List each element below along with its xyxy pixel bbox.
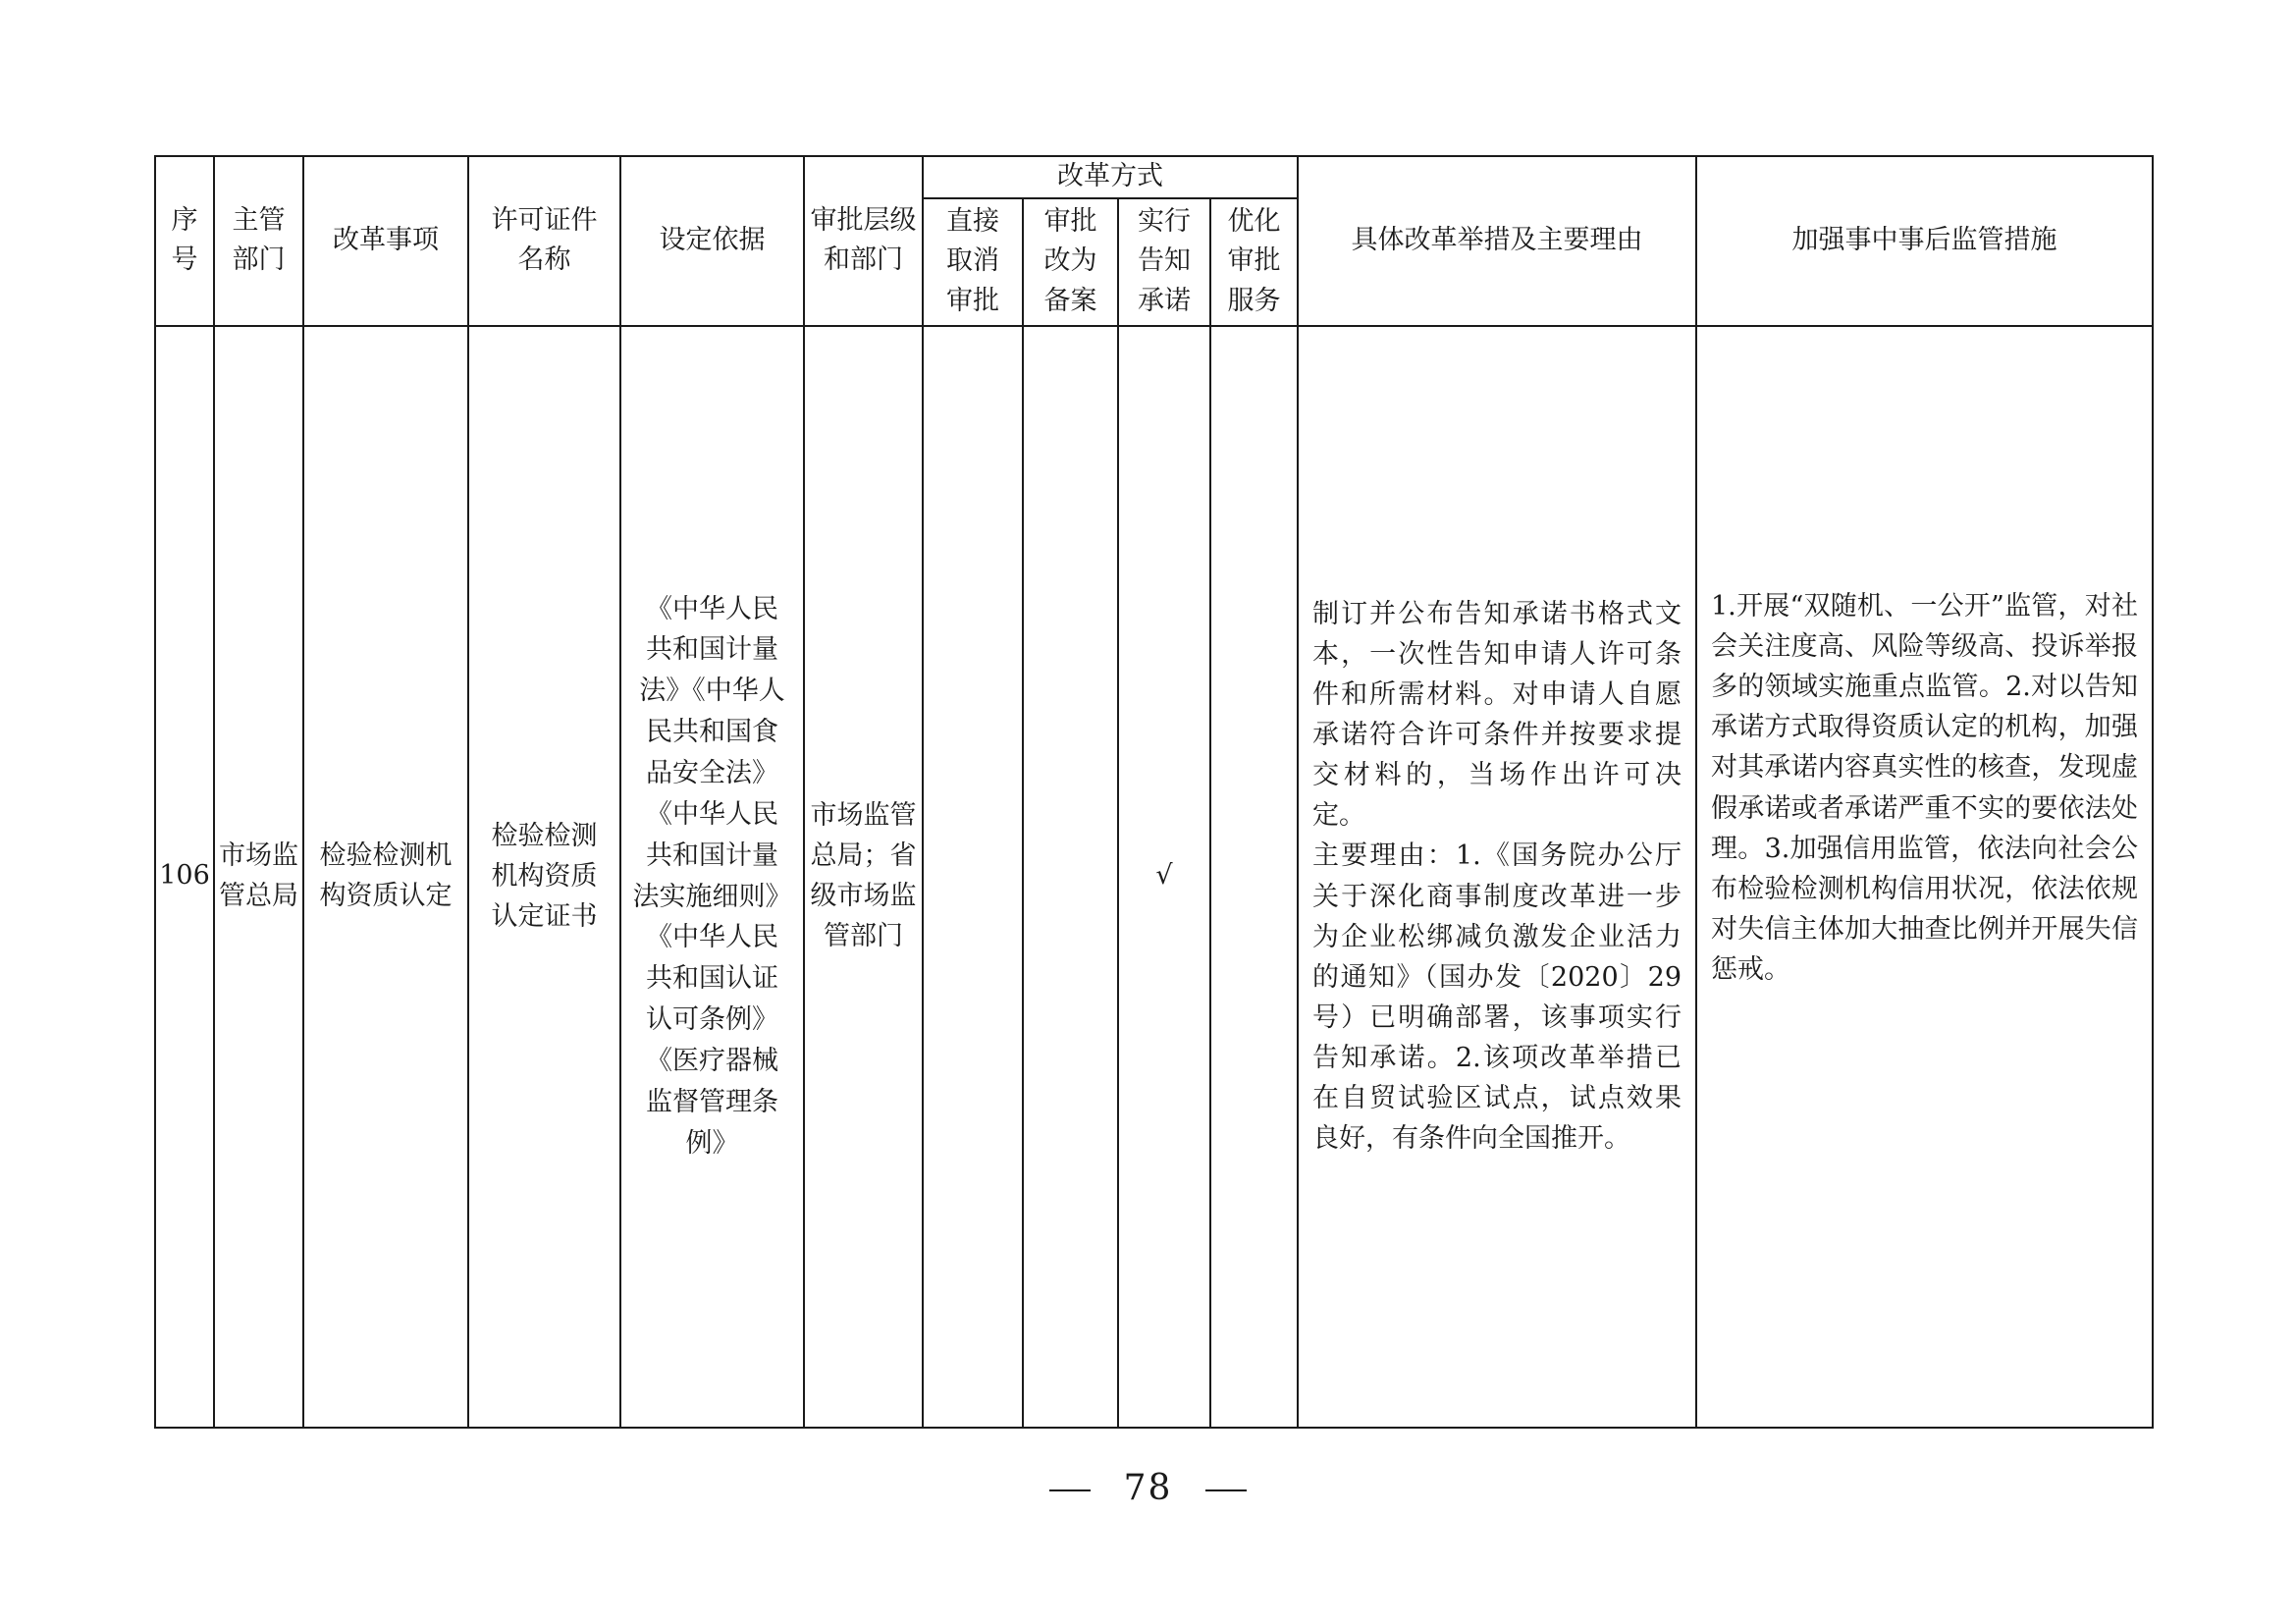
check-mark: √ [1155, 860, 1173, 892]
basis-line: 认可条例》 [646, 1004, 778, 1036]
header-method-filing: 审批改为备案 [1023, 198, 1118, 326]
basis-line: 《中华人民 [646, 593, 778, 624]
cell-method-notice [1118, 326, 1210, 1428]
reason-text: 主要理由：1.《国务院办公厅关于深化商事制度改革进一步为企业松绑减负激发企业活力的通知》（国办发〔2020〕29号）已明确部署，该事项实行告知承诺。2.该项改革举措已在自贸试验区试点，试点效果良好，有条件向全国推开。 [1312, 840, 1682, 1154]
header-measures: 具体改革举措及主要理由 [1298, 156, 1696, 326]
cell-license: 检验检测机构资质认定证书 [468, 326, 620, 1428]
cell-method-cancel [923, 326, 1023, 1428]
header-method-cancel: 直接取消审批 [923, 198, 1023, 326]
basis-line: 品安全法》 [646, 757, 778, 788]
header-level: 审批层级和部门 [804, 156, 923, 326]
supervision-text: 1.开展“双随机、一公开”监管，对社会关注度高、风险等级高、投诉举报多的领域实施重点监管。2.对以告知承诺方式取得资质认定的机构，加强对其承诺内容真实性的核查，发现虚假承诺或者承诺严重不实的要依法处理。3.加强信用监管，依法向社会公布检验检测机构信用状况，依法依规对失信主体加大抽查比例并开展失信惩戒。 [1711, 591, 2138, 985]
header-supervision: 加强事中事后监管措施 [1696, 156, 2153, 326]
cell-level: 市场监管总局；省级市场监管部门 [804, 326, 923, 1428]
dash-right [1205, 1489, 1247, 1491]
basis-line: 《中华人民 [646, 798, 778, 830]
page-number: 78 [0, 1468, 2296, 1508]
cell-basis [620, 326, 804, 1428]
cell-supervision [1696, 326, 2153, 1428]
dash-left [1049, 1489, 1091, 1491]
header-method-optimize: 优化审批服务 [1210, 198, 1298, 326]
header-license: 许可证件名称 [468, 156, 620, 326]
basis-line: 《中华人民 [646, 922, 778, 953]
basis-line: 法》《中华人 [639, 676, 785, 707]
measures-text: 制订并公布告知承诺书格式文本，一次性告知申请人许可条件和所需材料。对申请人自愿承诺符合许可条件并按要求提交材料的，当场作出许可决定。 [1312, 599, 1682, 832]
basis-line: 共和国计量 [646, 634, 778, 666]
basis-line: 共和国认证 [646, 963, 778, 995]
cell-seq: 106 [155, 326, 214, 1428]
basis-line: 例》 [685, 1127, 739, 1159]
header-item: 改革事项 [303, 156, 468, 326]
basis-line: 《医疗器械 [646, 1045, 778, 1076]
header-basis: 设定依据 [620, 156, 804, 326]
cell-measures [1298, 326, 1696, 1428]
header-seq: 序号 [155, 156, 214, 326]
cell-item: 检验检测机构资质认定 [303, 326, 468, 1428]
basis-line: 监督管理条 [646, 1086, 778, 1117]
header-method-notice: 实行告知承诺 [1118, 198, 1210, 326]
table-row [155, 326, 2153, 1428]
basis-line: 法实施细则》 [632, 881, 792, 912]
basis-list [621, 589, 803, 1164]
cell-method-optimize [1210, 326, 1298, 1428]
header-method-group: 改革方式 [923, 156, 1298, 198]
basis-line: 共和国计量 [646, 839, 778, 871]
cell-dept: 市场监管总局 [214, 326, 303, 1428]
cell-method-filing [1023, 326, 1118, 1428]
header-dept: 主管部门 [214, 156, 303, 326]
reform-table [154, 155, 2154, 1429]
basis-line: 民共和国食 [646, 717, 778, 748]
